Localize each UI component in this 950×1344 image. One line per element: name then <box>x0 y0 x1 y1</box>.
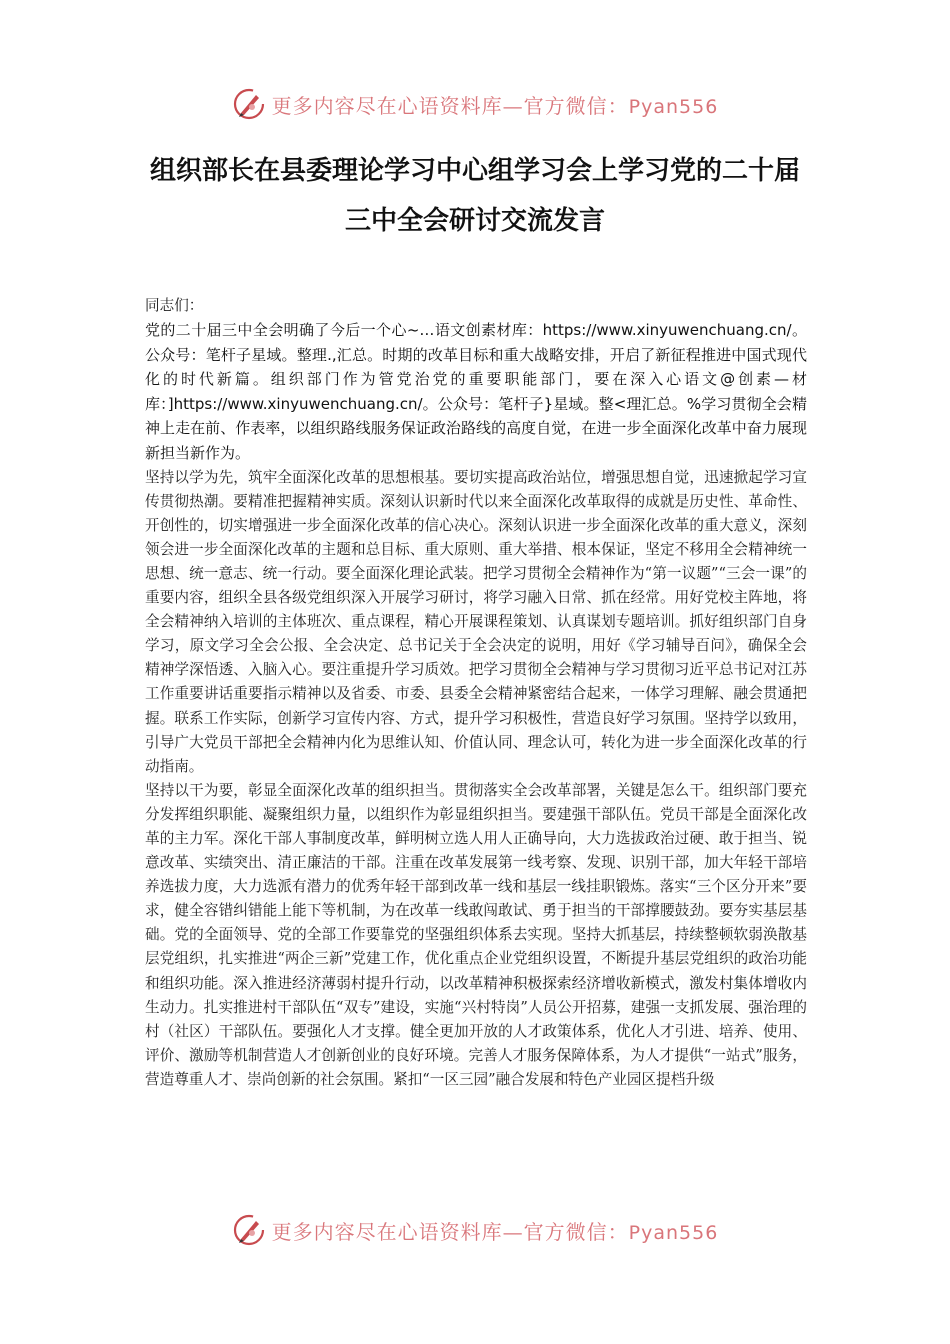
header-banner <box>0 84 950 124</box>
banner-main-text: 更多内容尽在心语资料库 <box>271 93 503 118</box>
banner-wechat-label: 官方微信： <box>523 1219 629 1244</box>
banner-text <box>272 1216 719 1245</box>
banner-wechat-id: Pyan556 <box>628 95 719 118</box>
salutation: 同志们： <box>145 297 204 314</box>
banner-main-text: 更多内容尽在心语资料库 <box>271 1219 503 1244</box>
banner-wechat-id: Pyan556 <box>628 1221 719 1244</box>
body-paragraph-2: 坚持以干为要，彰显全面深化改革的组织担当。贯彻落实全会改革部署，关键是怎么干。组织部门要充分发挥组织职能、凝聚组织力量，以组织作为彰显组织担当。要建强干部队伍。党员干部是全面深化改革的主力军。深化干部人事制度改革，鲜明树立选人用人正确导向，大力选拔政治过硬、敢于担当、锐意改革、实绩突出、清正廉洁的干部。注重在改革发展第一线考察、发现、识别干部，加大年轻干部培养选拔力度，大力选派有潜力的优秀年轻干部到改革一线和基层一线挂职锻炼。落实“三个区分开来”要求，健全容错纠错能上能下等机制，为在改革一线敢闯敢试、勇于担当的干部撑腰鼓劲。要夯实基层基础。党的全面领导、党的全部工作要靠党的坚强组织体系去实现。坚持大抓基层，持续整顿软弱涣散基层党组织，扎实推进“两企三新”党建工作，优化重点企业党组织设置，不断提升基层党组织的政治功能和组织功能。深入推进经济薄弱村提升行动，以改革精神积极探索经济增收新模式，激发村集体增收内生动力。扎实推进村干部队伍“双专”建设，实施“兴村特岗”人员公开招募，建强一支抓发展、强治理的村（社区）干部队伍。要强化人才支撑。健全更加开放的人才政策体系，优化人才引进、培养、使用、评价、激励等机制营造人才创新创业的良好环境。完善人才服务保障体系，为人才提供“一站式”服务，营造尊重人才、崇尚创新的社会氛围。紧扣“一区三园”融合发展和特色产业园区提档升级 <box>145 781 807 1088</box>
document-title: 组织部长在县委理论学习中心组学习会上学习党的二十届三中全会研讨交流发言 <box>149 156 800 236</box>
banner-wechat-label: 官方微信： <box>523 93 629 118</box>
banner-text <box>272 90 719 119</box>
footer-banner <box>0 1210 950 1250</box>
document-body <box>145 294 807 1092</box>
lead-paragraph: 党的二十届三中全会明确了今后一个心~…语文创素材库：https://www.xinyuwenchuang.cn/。公众号：笔杆子星域。整理.,汇总。时期的改革目标和重大战略安排，开启了新征程推进中国式现代化的时代新篇。组织部门作为管党治党的重要职能部门，要在深入心语文@创素—材库：]https://www.xinyuwenchuang.cn/。公众号：笔杆子}星域。整<理汇总。%学习贯彻全会精神上走在前、作表率，以组织路线服务保证政治路线的高度自觉，在进一步全面深化改革中奋力展现新担当新作为。 <box>145 321 807 462</box>
pen-logo-icon <box>232 1213 266 1247</box>
banner-separator: — <box>502 93 524 118</box>
pen-logo-icon <box>232 87 266 121</box>
banner-separator: — <box>502 1219 524 1244</box>
body-paragraph-1: 坚持以学为先，筑牢全面深化改革的思想根基。要切实提高政治站位，增强思想自觉，迅速掀起学习宣传贯彻热潮。要精准把握精神实质。深刻认识新时代以来全面深化改革取得的成就是历史性、革命性、开创性的，切实增强进一步全面深化改革的信心决心。深刻认识进一步全面深化改革的重大意义，深刻领会进一步全面深化改革的主题和总目标、重大原则、重大举措、根本保证，坚定不移用全会精神统一思想、统一意志、统一行动。要全面深化理论武装。把学习贯彻全会精神作为“第一议题”“三会一课”的重要内容，组织全县各级党组织深入开展学习研讨，将学习融入日常、抓在经常。用好党校主阵地，将全会精神纳入培训的主体班次、重点课程，精心开展课程策划、认真谋划专题培训。抓好组织部门自身学习，原文学习全会公报、全会决定、总书记关于全会决定的说明，用好《学习辅导百问》，确保全会精神学深悟透、入脑入心。要注重提升学习质效。把学习贯彻全会精神与学习贯彻习近平总书记对江苏工作重要讲话重要指示精神以及省委、市委、县委全会精神紧密结合起来，一体学习理解、融会贯通把握。联系工作实际，创新学习宣传内容、方式，提升学习积极性，营造良好学习氛围。坚持学以致用，引导广大党员干部把全会精神内化为思维认知、价值认同、理念认可，转化为进一步全面深化改革的行动指南。 <box>145 468 807 775</box>
